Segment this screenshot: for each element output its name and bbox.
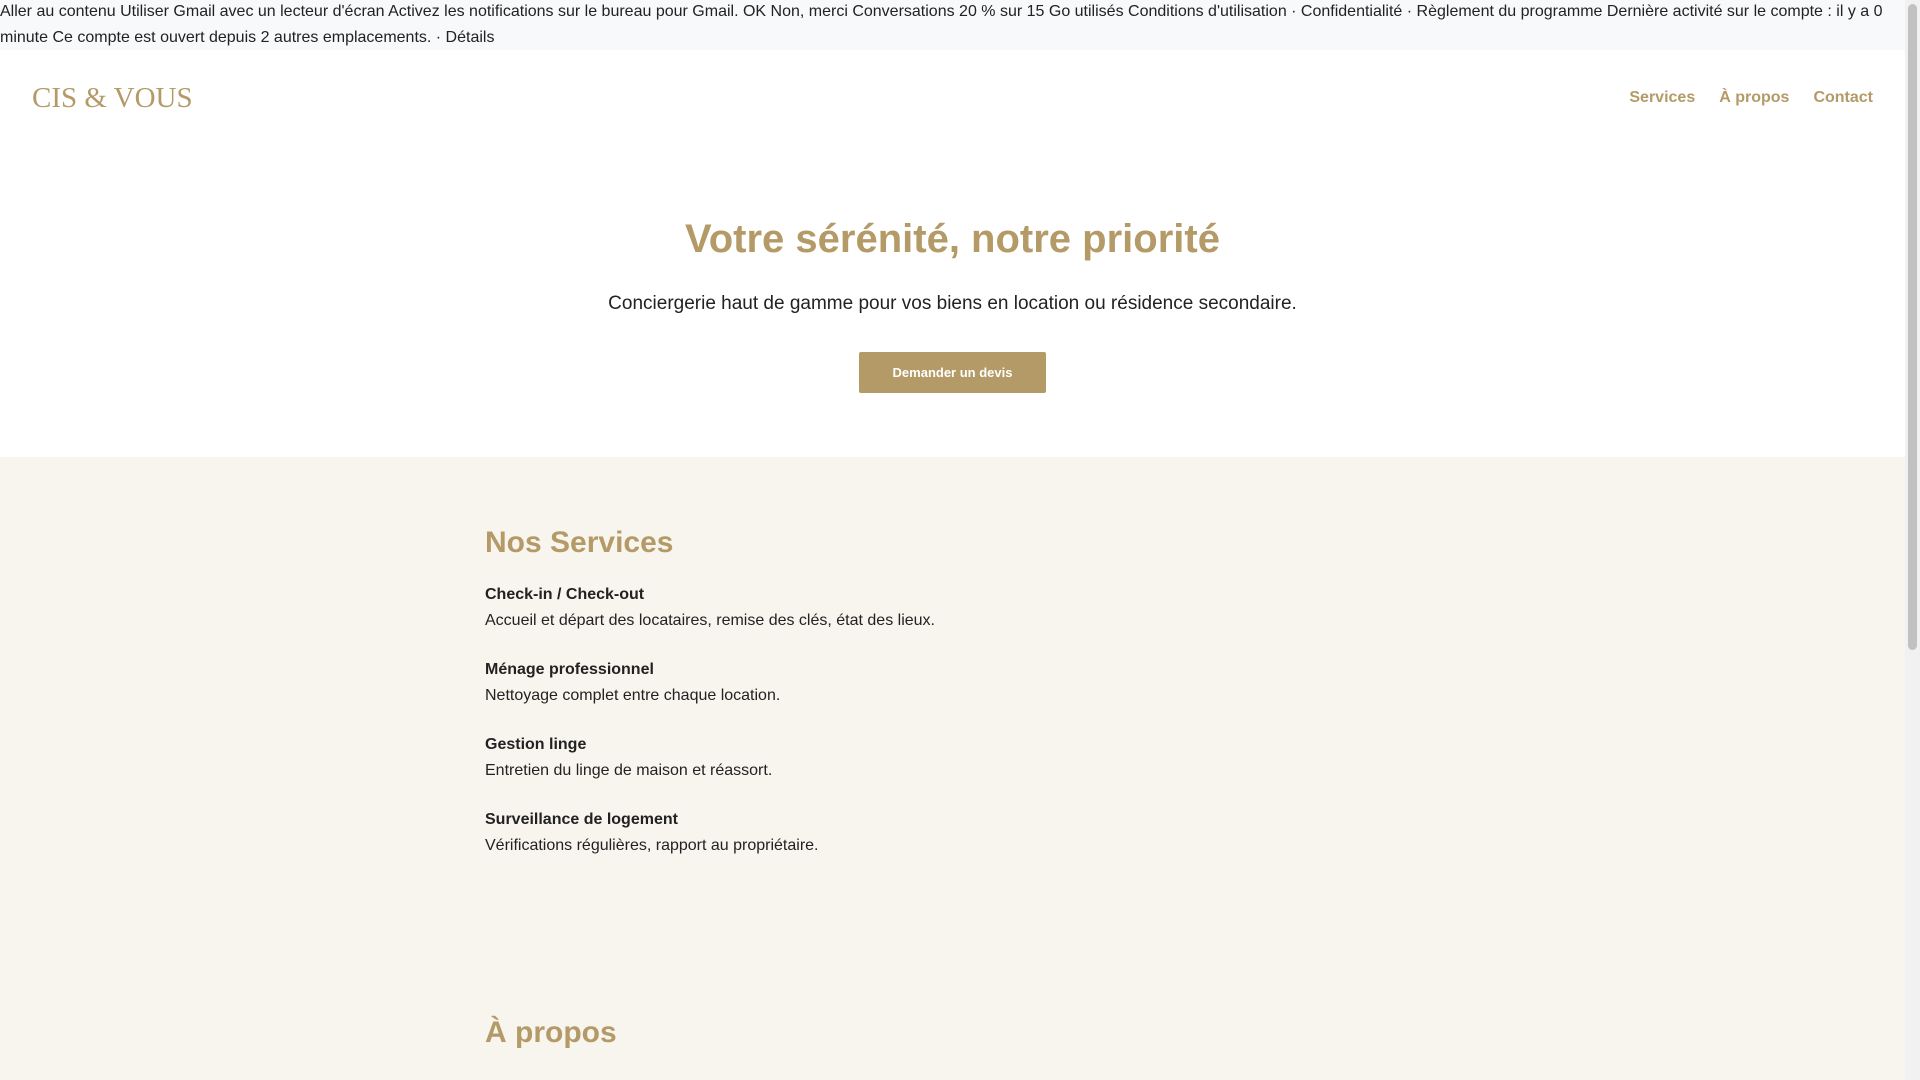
main-nav [1629,88,1873,108]
scrollbar-thumb[interactable] [1908,4,1917,650]
request-quote-button[interactable]: Demander un devis [859,352,1046,393]
service-description: Nettoyage complet entre chaque location. [485,687,781,704]
services-title: Nos Services [485,526,674,559]
service-description: Accueil et départ des locataires, remise des clés, état des lieux. [485,612,935,629]
brand-logo[interactable]: CIS & VOUS [32,82,193,114]
nav-link-services[interactable]: Services [1629,89,1696,106]
service-name: Check-in / Check-out [485,586,645,603]
about-title: À propos [485,1016,617,1049]
page-scrollbar[interactable] [1905,0,1920,1080]
service-item [485,660,780,706]
service-item [485,735,772,781]
hero-title: Votre sérénité, notre priorité [685,217,1220,261]
gmail-accessibility-strip [0,0,1905,50]
nav-link-contact[interactable]: Contact [1813,89,1873,106]
service-name: Ménage professionnel [485,661,654,678]
service-name: Surveillance de logement [485,811,678,828]
hero-subtitle: Conciergerie haut de gamme pour vos biens en location ou résidence secondaire. [608,293,1297,314]
services-section [0,457,1905,1080]
site-header [0,50,1905,146]
service-description: Vérifications régulières, rapport au propriétaire. [485,837,819,854]
service-description: Entretien du linge de maison et réassort. [485,762,773,779]
gmail-strip-line-2: minute Ce compte est ouvert depuis 2 autres emplacements. · Détails [0,29,495,46]
service-item [485,810,819,856]
hero-section [0,146,1905,457]
service-name: Gestion linge [485,736,587,753]
service-item [485,585,935,631]
gmail-strip-line-1: Aller au contenu Utiliser Gmail avec un lecteur d'écran Activez les notifications sur le bureau pour Gmail. OK Non, merci Conversations 20 % sur 15 Go utilisés Conditions d'utilisation · Confidentialité · Règlement du programme Dernière activité sur le compte : il y a 0 [0,3,1883,20]
nav-link-a-propos[interactable]: À propos [1719,89,1790,106]
